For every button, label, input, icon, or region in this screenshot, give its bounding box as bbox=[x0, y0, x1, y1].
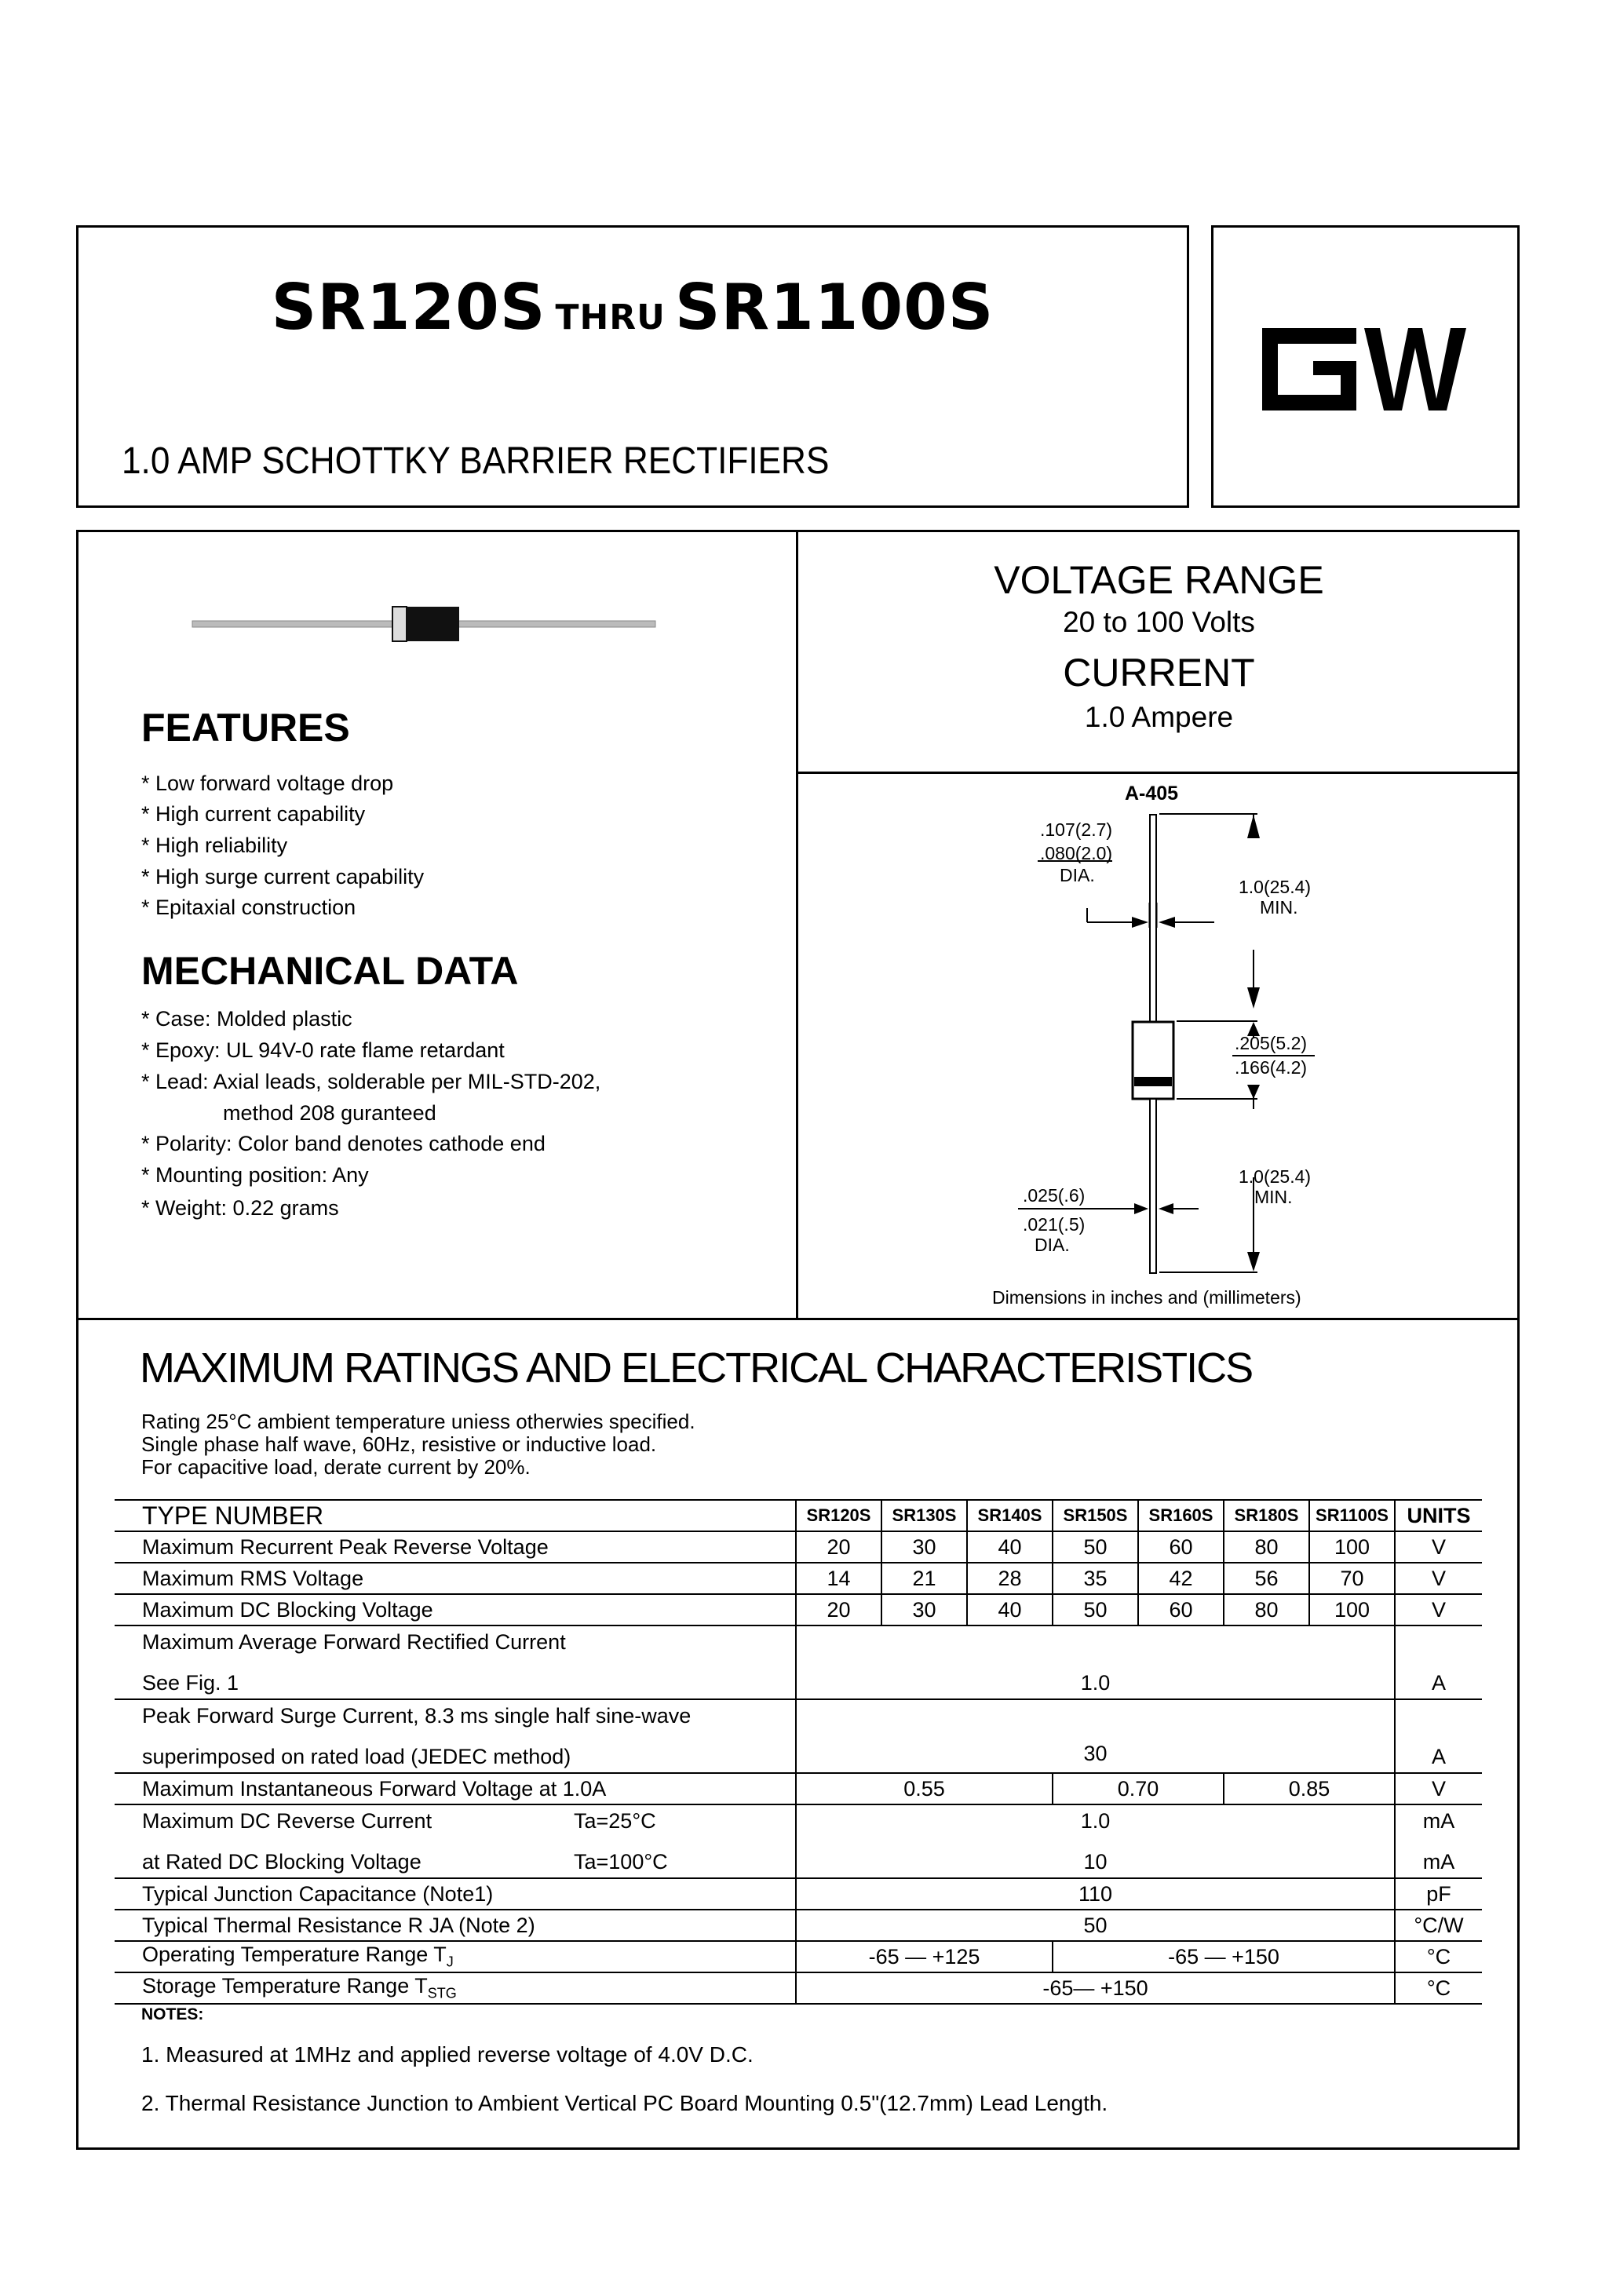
table-row bbox=[115, 1910, 1482, 1941]
value-line: 10 bbox=[1083, 1850, 1108, 1874]
features-title: FEATURES bbox=[141, 706, 350, 750]
cell: 20 bbox=[796, 1531, 881, 1563]
table-row bbox=[115, 1878, 1482, 1910]
row-label-line: at Rated DC Blocking Voltage bbox=[142, 1850, 422, 1874]
middle-divider-horizontal bbox=[796, 772, 1520, 774]
table-row bbox=[115, 1699, 1482, 1773]
cell: 14 bbox=[796, 1563, 881, 1594]
lead-dia-label: DIA. bbox=[1060, 865, 1095, 885]
feature-item: * High surge current capability bbox=[141, 865, 425, 888]
cell: 110 bbox=[796, 1878, 1395, 1910]
cell bbox=[796, 1804, 1395, 1878]
cell: 80 bbox=[1224, 1531, 1309, 1563]
cell: 50 bbox=[1053, 1531, 1138, 1563]
lead-len-top-min: MIN. bbox=[1260, 897, 1298, 918]
table-row bbox=[115, 1804, 1482, 1878]
units-header: UNITS bbox=[1395, 1500, 1482, 1531]
voltage-range-title: VOLTAGE RANGE bbox=[994, 558, 1324, 602]
part-to: SR1100S bbox=[674, 271, 994, 344]
cell: 50 bbox=[1053, 1594, 1138, 1625]
current-title: CURRENT bbox=[1063, 651, 1255, 695]
unit-cell: A bbox=[1395, 1625, 1482, 1699]
row-label-line: Maximum DC Reverse Current bbox=[142, 1809, 432, 1833]
row-label: Maximum DC Blocking Voltage bbox=[142, 1597, 433, 1622]
unit-cell: V bbox=[1395, 1773, 1482, 1804]
row-label bbox=[115, 1804, 796, 1878]
table-row bbox=[115, 1594, 1482, 1625]
wire-dia-label: DIA. bbox=[1035, 1235, 1070, 1255]
lead-len-bottom-min: MIN. bbox=[1254, 1187, 1293, 1207]
lead-dia-top: .107(2.7) bbox=[1040, 819, 1113, 840]
row-label bbox=[115, 1941, 796, 1972]
cell: 1.0 bbox=[796, 1625, 1395, 1699]
cell: 40 bbox=[967, 1531, 1053, 1563]
table-row bbox=[115, 1563, 1482, 1594]
mechanical-item: method 208 guranteed bbox=[223, 1101, 436, 1125]
row-label-text: Storage Temperature Range T bbox=[142, 1974, 428, 1998]
condition: Ta=100°C bbox=[574, 1850, 668, 1874]
unit-cell: V bbox=[1395, 1594, 1482, 1625]
wire-dia-top: .025(.6) bbox=[1023, 1185, 1086, 1206]
cell: 0.85 bbox=[1224, 1773, 1395, 1804]
value-line: 1.0 bbox=[1080, 1809, 1111, 1833]
voltage-range-value: 20 to 100 Volts bbox=[1063, 606, 1255, 638]
cell: 60 bbox=[1138, 1594, 1224, 1625]
table-row bbox=[115, 1972, 1482, 2004]
mechanical-item: * Epoxy: UL 94V-0 rate flame retardant bbox=[141, 1038, 505, 1062]
package-name: A-405 bbox=[1125, 783, 1179, 805]
cell: 0.55 bbox=[796, 1773, 1053, 1804]
row-label: Maximum RMS Voltage bbox=[142, 1566, 364, 1590]
feature-item: * Low forward voltage drop bbox=[141, 772, 394, 795]
condition-line: Rating 25°C ambient temperature uniess otherwies specified. bbox=[141, 1410, 695, 1433]
cell: 20 bbox=[796, 1594, 881, 1625]
row-label-line: Peak Forward Surge Current, 8.3 ms single half sine-wave bbox=[142, 1704, 692, 1728]
table-header-row bbox=[115, 1500, 1482, 1531]
current-value: 1.0 Ampere bbox=[1084, 701, 1234, 733]
unit-cell: A bbox=[1395, 1699, 1482, 1773]
note-item: 1. Measured at 1MHz and applied reverse voltage of 4.0V D.C. bbox=[141, 2042, 754, 2067]
cell: -65— +150 bbox=[796, 1972, 1395, 2004]
part-header: SR150S bbox=[1053, 1500, 1138, 1531]
mechanical-item: * Polarity: Color band denotes cathode end bbox=[141, 1132, 546, 1155]
unit-cell: °C bbox=[1395, 1941, 1482, 1972]
cell: 100 bbox=[1309, 1531, 1395, 1563]
max-ratings-title: MAXIMUM RATINGS AND ELECTRICAL CHARACTERISTICS bbox=[140, 1345, 1253, 1392]
gw-logo bbox=[1254, 320, 1474, 418]
spec-table bbox=[115, 1499, 1482, 2005]
part-range-title bbox=[76, 271, 1189, 344]
cell: 35 bbox=[1053, 1563, 1138, 1594]
row-label-text: Operating Temperature Range T bbox=[142, 1943, 447, 1967]
row-label bbox=[115, 1625, 796, 1699]
body-len-top: .205(5.2) bbox=[1235, 1033, 1308, 1053]
row-label-sub: J bbox=[446, 1954, 454, 1970]
unit-cell bbox=[1395, 1804, 1482, 1878]
row-label-line: superimposed on rated load (JEDEC method) bbox=[142, 1745, 571, 1768]
cell: 80 bbox=[1224, 1594, 1309, 1625]
diode-illustration bbox=[188, 600, 659, 648]
part-header: SR160S bbox=[1138, 1500, 1224, 1531]
table-row bbox=[115, 1531, 1482, 1563]
cell: 50 bbox=[796, 1910, 1395, 1941]
feature-item: * High current capability bbox=[141, 802, 366, 826]
part-header: SR130S bbox=[881, 1500, 967, 1531]
row-label: Maximum Instantaneous Forward Voltage at 1.0A bbox=[142, 1776, 607, 1801]
mechanical-item: * Lead: Axial leads, solderable per MIL-STD-202, bbox=[141, 1070, 601, 1093]
cell: -65 — +125 bbox=[796, 1941, 1053, 1972]
lead-dia-bottom: .080(2.0) bbox=[1040, 843, 1113, 863]
row-label: Typical Junction Capacitance (Note1) bbox=[142, 1881, 494, 1906]
note-item: 2. Thermal Resistance Junction to Ambient Vertical PC Board Mounting 0.5"(12.7mm) Lead Length. bbox=[141, 2091, 1108, 2115]
cell: 40 bbox=[967, 1594, 1053, 1625]
cell: 60 bbox=[1138, 1531, 1224, 1563]
wire-dia-bottom: .021(.5) bbox=[1023, 1214, 1086, 1235]
type-number-label: TYPE NUMBER bbox=[142, 1501, 324, 1530]
body-len-divider bbox=[1232, 1055, 1315, 1056]
feature-item: * High reliability bbox=[141, 834, 288, 857]
notes-title: NOTES: bbox=[141, 2005, 204, 2023]
part-from: SR120S bbox=[271, 271, 546, 344]
cell: -65 — +150 bbox=[1053, 1941, 1395, 1972]
unit-cell: °C/W bbox=[1395, 1910, 1482, 1941]
part-header: SR180S bbox=[1224, 1500, 1309, 1531]
row-label-line: Maximum Average Forward Rectified Current bbox=[142, 1630, 566, 1654]
unit-line: mA bbox=[1422, 1850, 1455, 1874]
part-header: SR140S bbox=[967, 1500, 1053, 1531]
unit-cell: °C bbox=[1395, 1972, 1482, 2004]
mechanical-item: * Case: Molded plastic bbox=[141, 1007, 352, 1031]
part-header: SR1100S bbox=[1309, 1500, 1395, 1531]
row-label bbox=[115, 1699, 796, 1773]
unit-cell: V bbox=[1395, 1531, 1482, 1563]
feature-item: * Epitaxial construction bbox=[141, 896, 356, 919]
cell: 56 bbox=[1224, 1563, 1309, 1594]
lead-len-top: 1.0(25.4) bbox=[1239, 877, 1312, 897]
table-row bbox=[115, 1941, 1482, 1972]
cell: 21 bbox=[881, 1563, 967, 1594]
cell: 42 bbox=[1138, 1563, 1224, 1594]
cell: 100 bbox=[1309, 1594, 1395, 1625]
thru-word: THRU bbox=[555, 297, 666, 338]
row-label-sub: STG bbox=[427, 1985, 457, 2001]
condition: Ta=25°C bbox=[574, 1809, 656, 1833]
table-row bbox=[115, 1625, 1482, 1699]
row-label-line: See Fig. 1 bbox=[142, 1671, 239, 1695]
part-header: SR120S bbox=[796, 1500, 881, 1531]
package-drawing bbox=[798, 801, 1520, 1287]
condition-line: Single phase half wave, 60Hz, resistive or inductive load. bbox=[141, 1432, 657, 1456]
row-label: Typical Thermal Resistance R JA (Note 2) bbox=[142, 1913, 535, 1937]
lead-len-bottom: 1.0(25.4) bbox=[1239, 1166, 1312, 1187]
mechanical-item: * Weight: 0.22 grams bbox=[141, 1196, 339, 1220]
row-label: Maximum Recurrent Peak Reverse Voltage bbox=[142, 1534, 549, 1559]
condition-line: For capacitive load, derate current by 20%. bbox=[141, 1455, 531, 1479]
cell: 30 bbox=[881, 1594, 967, 1625]
cell: 70 bbox=[1309, 1563, 1395, 1594]
unit-cell: pF bbox=[1395, 1878, 1482, 1910]
page-subtitle: 1.0 AMP SCHOTTKY BARRIER RECTIFIERS bbox=[122, 440, 830, 482]
mechanical-title: MECHANICAL DATA bbox=[141, 949, 519, 993]
cell: 28 bbox=[967, 1563, 1053, 1594]
package-caption: Dimensions in inches and (millimeters) bbox=[992, 1287, 1301, 1308]
mechanical-item: * Mounting position: Any bbox=[141, 1163, 369, 1187]
body-len-bottom: .166(4.2) bbox=[1235, 1057, 1308, 1078]
unit-cell: V bbox=[1395, 1563, 1482, 1594]
cell: 30 bbox=[881, 1531, 967, 1563]
unit-line: mA bbox=[1422, 1809, 1455, 1833]
table-row bbox=[115, 1773, 1482, 1804]
row-label bbox=[115, 1972, 796, 2004]
cell: 30 bbox=[796, 1699, 1395, 1773]
cell: 0.70 bbox=[1053, 1773, 1224, 1804]
